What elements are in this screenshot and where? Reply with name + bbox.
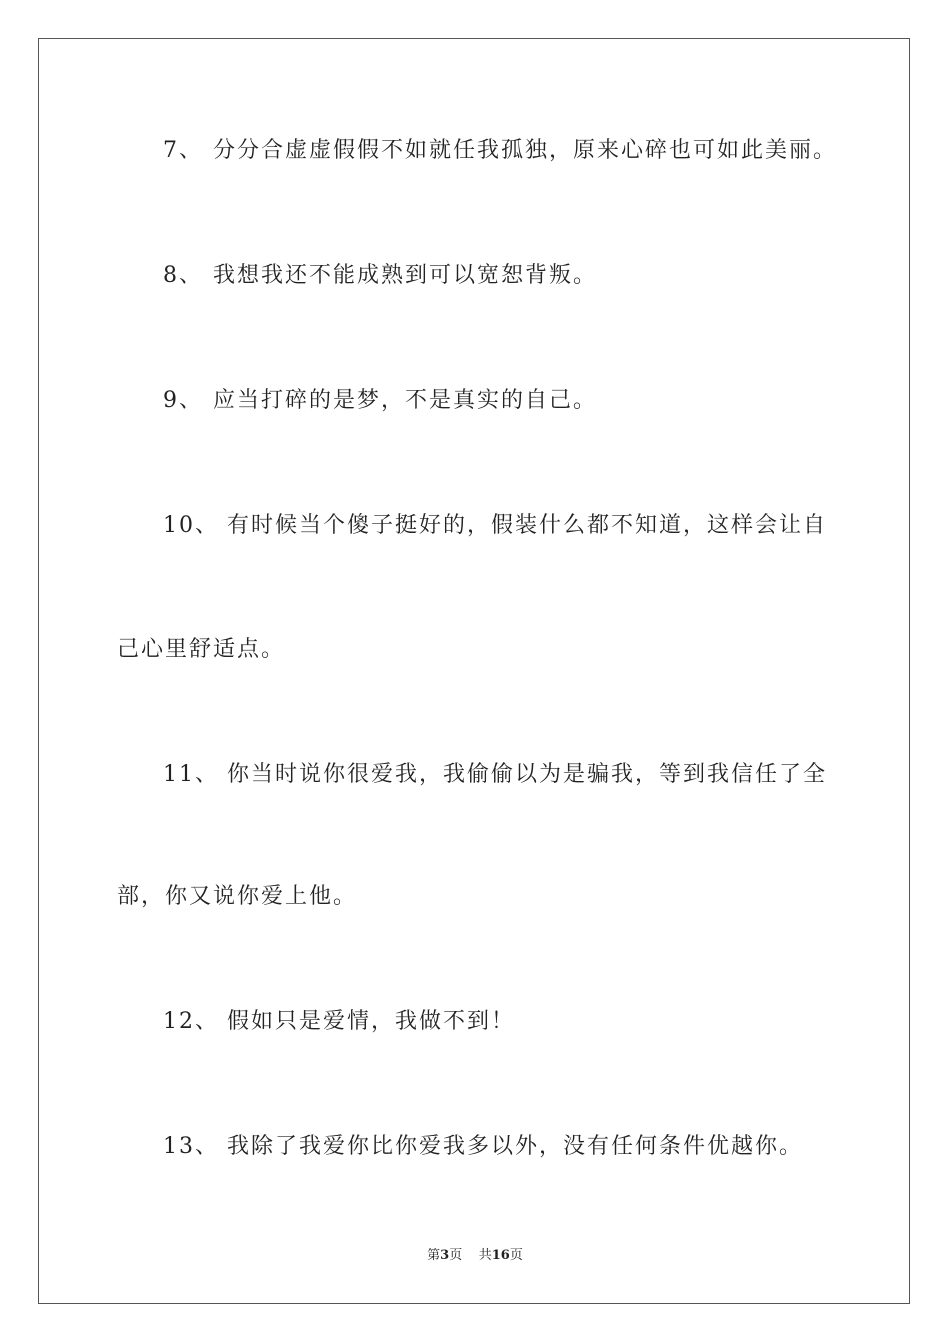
list-item-8	[163, 261, 597, 291]
item-text: 有时候当个傻子挺好的，假装什么都不知道，这样会让自	[227, 513, 828, 538]
page-prefix: 第	[427, 1248, 441, 1263]
item-text: 分分合虚虚假假不如就任我孤独，原来心碎也可如此美丽。	[213, 138, 838, 163]
list-item-11-continuation	[117, 882, 357, 912]
list-item-7	[163, 136, 837, 166]
item-text-continued: 己心里舒适点。	[117, 637, 286, 662]
list-item-11	[163, 760, 827, 790]
item-number: 10、	[163, 513, 219, 538]
item-number: 8、	[163, 263, 203, 288]
item-text-continued: 部，你又说你爱上他。	[117, 884, 358, 909]
item-text: 你当时说你很爱我，我偷偷以为是骗我，等到我信任了全	[227, 762, 828, 787]
item-text: 我想我还不能成熟到可以宽恕背叛。	[213, 263, 598, 288]
total-prefix: 共	[478, 1248, 492, 1263]
list-item-12	[163, 1007, 515, 1037]
list-item-13	[163, 1132, 803, 1162]
page-number: 3	[440, 1248, 450, 1263]
list-item-9	[163, 386, 597, 416]
page-border	[38, 38, 910, 1304]
list-item-10-continuation	[117, 635, 285, 665]
list-item-10	[163, 511, 827, 541]
item-text: 应当打碎的是梦，不是真实的自己。	[213, 388, 598, 413]
total-pages: 16	[491, 1248, 510, 1263]
item-number: 13、	[163, 1134, 219, 1159]
item-text: 假如只是爱情，我做不到！	[227, 1009, 516, 1034]
item-number: 7、	[163, 138, 203, 163]
item-number: 9、	[163, 388, 203, 413]
item-text: 我除了我爱你比你爱我多以外，没有任何条件优越你。	[227, 1134, 804, 1159]
total-suffix: 页	[509, 1248, 523, 1263]
item-number: 12、	[163, 1009, 219, 1034]
page-suffix: 页	[449, 1248, 463, 1263]
item-number: 11、	[163, 762, 219, 787]
page-footer	[0, 1247, 950, 1265]
